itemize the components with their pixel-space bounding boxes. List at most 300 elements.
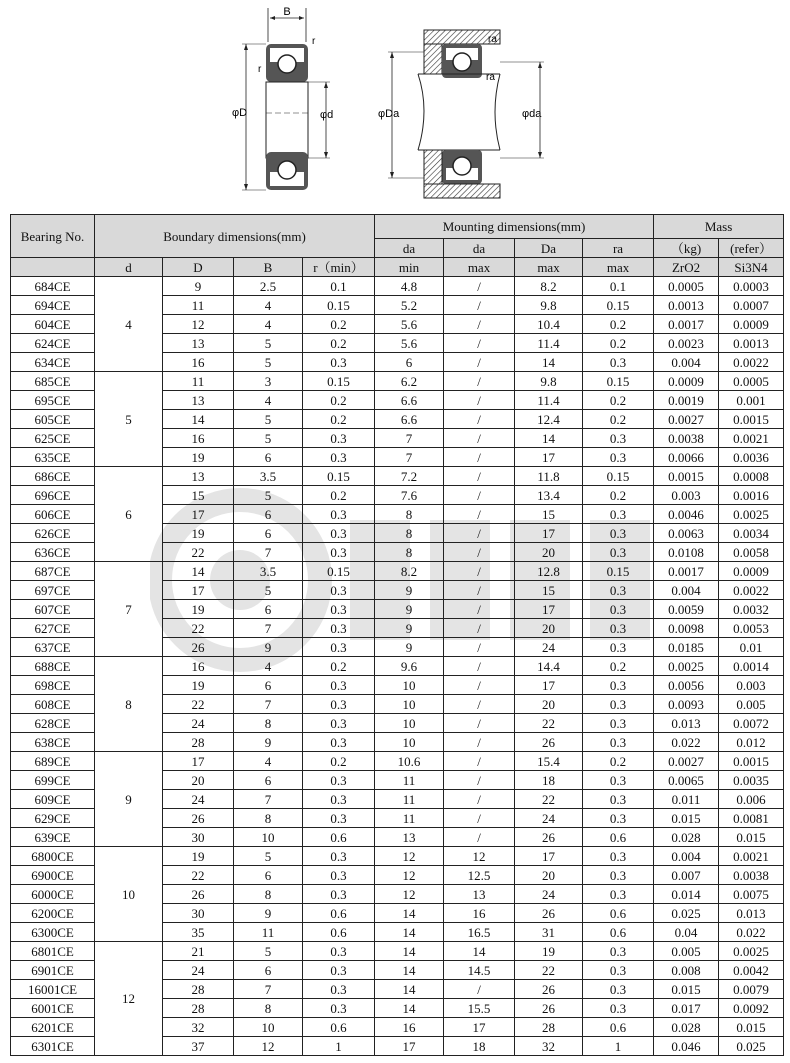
cell-r-min: 1: [303, 1037, 375, 1056]
cell-bearing-no: 688CE: [11, 657, 95, 676]
cell-Da-max: 20: [515, 543, 583, 562]
cell-r-min: 0.15: [303, 467, 375, 486]
cell-ra-max: 0.3: [583, 448, 654, 467]
cell-D: 17: [163, 581, 234, 600]
cell-bearing-no: 636CE: [11, 543, 95, 562]
cell-D: 13: [163, 334, 234, 353]
cell-da-max: 17: [444, 1018, 515, 1037]
cell-bearing-no: 607CE: [11, 600, 95, 619]
radius-label-top: r: [312, 36, 316, 47]
cell-mass-zro2: 0.003: [654, 486, 719, 505]
cell-bearing-no: 684CE: [11, 277, 95, 296]
cell-r-min: 0.3: [303, 429, 375, 448]
cell-Da-max: 19: [515, 942, 583, 961]
cell-bearing-no: 16001CE: [11, 980, 95, 999]
cell-D: 19: [163, 676, 234, 695]
cell-da-max: 15.5: [444, 999, 515, 1018]
cell-mass-si3n4: 0.0092: [719, 999, 784, 1018]
cell-D: 22: [163, 543, 234, 562]
cell-ra-max: 0.3: [583, 733, 654, 752]
cell-B: 5: [234, 486, 303, 505]
cell-da-max: /: [444, 638, 515, 657]
cell-mass-si3n4: 0.0036: [719, 448, 784, 467]
cell-mass-zro2: 0.017: [654, 999, 719, 1018]
cell-mass-zro2: 0.022: [654, 733, 719, 752]
header-refer: (refer）: [719, 239, 784, 258]
cell-bearing-no: 685CE: [11, 372, 95, 391]
cell-Da-max: 14: [515, 353, 583, 372]
cell-ra-max: 0.3: [583, 524, 654, 543]
cell-mass-si3n4: 0.005: [719, 695, 784, 714]
cell-r-min: 0.2: [303, 391, 375, 410]
cell-da-max: /: [444, 277, 515, 296]
cell-da-max: /: [444, 429, 515, 448]
cell-mass-zro2: 0.015: [654, 980, 719, 999]
cell-bearing-no: 634CE: [11, 353, 95, 372]
cell-da-max: /: [444, 410, 515, 429]
cell-mass-si3n4: 0.0009: [719, 562, 784, 581]
header-D: D: [163, 258, 234, 277]
cell-mass-si3n4: 0.0021: [719, 847, 784, 866]
cell-B: 4: [234, 315, 303, 334]
cell-mass-si3n4: 0.0053: [719, 619, 784, 638]
cell-mass-zro2: 0.046: [654, 1037, 719, 1056]
cell-mass-si3n4: 0.012: [719, 733, 784, 752]
cell-da-max: 14: [444, 942, 515, 961]
cell-r-min: 0.3: [303, 847, 375, 866]
cell-ra-max: 0.15: [583, 372, 654, 391]
cell-mass-si3n4: 0.0072: [719, 714, 784, 733]
cell-Da-max: 31: [515, 923, 583, 942]
cell-bearing-no: 629CE: [11, 809, 95, 828]
cell-ra-max: 0.1: [583, 277, 654, 296]
cell-r-min: 0.3: [303, 866, 375, 885]
cell-Da-max: 17: [515, 448, 583, 467]
cell-ra-max: 0.3: [583, 942, 654, 961]
cell-r-min: 0.3: [303, 809, 375, 828]
cell-ra-max: 0.15: [583, 467, 654, 486]
cell-mass-zro2: 0.025: [654, 904, 719, 923]
header-blank: [11, 258, 95, 277]
cell-bearing-no: 696CE: [11, 486, 95, 505]
cell-bearing-no: 6301CE: [11, 1037, 95, 1056]
cell-mass-si3n4: 0.0025: [719, 942, 784, 961]
bore-label: φd: [320, 109, 334, 121]
cell-ra-max: 0.15: [583, 296, 654, 315]
cell-mass-zro2: 0.0065: [654, 771, 719, 790]
cell-d-group: 4: [95, 277, 163, 372]
cell-mass-zro2: 0.013: [654, 714, 719, 733]
cell-bearing-no: 694CE: [11, 296, 95, 315]
cell-D: 11: [163, 296, 234, 315]
cell-Da-max: 20: [515, 619, 583, 638]
cell-mass-si3n4: 0.0022: [719, 581, 784, 600]
cell-Da-max: 12.8: [515, 562, 583, 581]
cell-da-max: /: [444, 505, 515, 524]
cell-mass-si3n4: 0.006: [719, 790, 784, 809]
cell-da-min: 16: [375, 1018, 444, 1037]
cell-ra-max: 0.3: [583, 980, 654, 999]
cell-da-max: /: [444, 353, 515, 372]
cell-B: 8: [234, 809, 303, 828]
cell-D: 24: [163, 714, 234, 733]
cell-mass-zro2: 0.0027: [654, 752, 719, 771]
cell-D: 19: [163, 448, 234, 467]
cell-da-max: /: [444, 486, 515, 505]
cell-d-group: 9: [95, 752, 163, 847]
header-r: r（min）: [303, 258, 375, 277]
cell-B: 2.5: [234, 277, 303, 296]
cell-da-min: 9.6: [375, 657, 444, 676]
cell-r-min: 0.3: [303, 961, 375, 980]
cell-r-min: 0.6: [303, 923, 375, 942]
cell-da-max: /: [444, 467, 515, 486]
cell-mass-zro2: 0.0185: [654, 638, 719, 657]
cell-D: 26: [163, 809, 234, 828]
cell-mass-zro2: 0.004: [654, 353, 719, 372]
cell-mass-zro2: 0.0059: [654, 600, 719, 619]
cell-r-min: 0.3: [303, 619, 375, 638]
cell-bearing-no: 6300CE: [11, 923, 95, 942]
cell-ra-max: 0.3: [583, 695, 654, 714]
cell-da-min: 7: [375, 448, 444, 467]
cell-da-max: /: [444, 828, 515, 847]
cell-mass-si3n4: 0.022: [719, 923, 784, 942]
cell-r-min: 0.1: [303, 277, 375, 296]
cell-Da-max: 28: [515, 1018, 583, 1037]
header-kg: （kg): [654, 239, 719, 258]
cell-r-min: 0.3: [303, 790, 375, 809]
cell-ra-max: 0.3: [583, 429, 654, 448]
cell-Da-max: 11.4: [515, 334, 583, 353]
cell-ra-max: 0.3: [583, 600, 654, 619]
cell-D: 16: [163, 657, 234, 676]
cell-Da-max: 10.4: [515, 315, 583, 334]
cell-B: 6: [234, 448, 303, 467]
width-label: B: [283, 6, 291, 18]
table-row: [11, 277, 784, 296]
cell-da-min: 6.6: [375, 391, 444, 410]
cell-ra-max: 0.3: [583, 676, 654, 695]
cell-ra-max: 0.15: [583, 562, 654, 581]
cell-da-max: /: [444, 733, 515, 752]
cell-D: 16: [163, 353, 234, 372]
cell-ra-max: 0.6: [583, 1018, 654, 1037]
cell-B: 5: [234, 334, 303, 353]
cell-da-min: 14: [375, 980, 444, 999]
header-max-Da: max: [515, 258, 583, 277]
cell-B: 7: [234, 980, 303, 999]
cell-da-min: 11: [375, 809, 444, 828]
cell-da-min: 7.6: [375, 486, 444, 505]
cell-ra-max: 0.6: [583, 923, 654, 942]
cell-mass-zro2: 0.0009: [654, 372, 719, 391]
cell-da-max: /: [444, 543, 515, 562]
cell-D: 22: [163, 619, 234, 638]
cell-B: 5: [234, 429, 303, 448]
cell-Da-max: 9.8: [515, 372, 583, 391]
cell-mass-zro2: 0.004: [654, 847, 719, 866]
cell-ra-max: 0.2: [583, 657, 654, 676]
table-row: [11, 942, 784, 961]
cell-Da-max: 22: [515, 961, 583, 980]
cell-mass-zro2: 0.0005: [654, 277, 719, 296]
cell-B: 12: [234, 1037, 303, 1056]
cell-B: 7: [234, 543, 303, 562]
cell-mass-si3n4: 0.015: [719, 828, 784, 847]
cell-da-max: /: [444, 676, 515, 695]
cell-Da-max: 11.4: [515, 391, 583, 410]
cell-r-min: 0.2: [303, 657, 375, 676]
cell-r-min: 0.2: [303, 334, 375, 353]
cell-bearing-no: 627CE: [11, 619, 95, 638]
cell-mass-si3n4: 0.0009: [719, 315, 784, 334]
cell-D: 24: [163, 961, 234, 980]
cell-da-min: 14: [375, 904, 444, 923]
cell-da-min: 14: [375, 942, 444, 961]
cell-B: 5: [234, 410, 303, 429]
header-boundary: Boundary dimensions(mm): [95, 215, 375, 258]
cell-r-min: 0.6: [303, 904, 375, 923]
cell-da-min: 7.2: [375, 467, 444, 486]
cell-da-min: 9: [375, 600, 444, 619]
cell-mass-si3n4: 0.0025: [719, 505, 784, 524]
cell-Da-max: 20: [515, 866, 583, 885]
cell-da-max: /: [444, 980, 515, 999]
cell-da-min: 5.2: [375, 296, 444, 315]
table-row: [11, 847, 784, 866]
cell-bearing-no: 6801CE: [11, 942, 95, 961]
cell-r-min: 0.2: [303, 752, 375, 771]
cell-mass-zro2: 0.0108: [654, 543, 719, 562]
cell-B: 7: [234, 619, 303, 638]
cell-da-max: 16.5: [444, 923, 515, 942]
cell-ra-max: 1: [583, 1037, 654, 1056]
cell-mass-si3n4: 0.0081: [719, 809, 784, 828]
cell-da-max: /: [444, 372, 515, 391]
cell-D: 11: [163, 372, 234, 391]
cell-bearing-no: 605CE: [11, 410, 95, 429]
header-min: min: [375, 258, 444, 277]
cell-ra-max: 0.6: [583, 828, 654, 847]
cell-mass-zro2: 0.0017: [654, 562, 719, 581]
table-body: [11, 277, 784, 1056]
cell-da-max: 13: [444, 885, 515, 904]
cell-mass-zro2: 0.008: [654, 961, 719, 980]
cell-mass-si3n4: 0.0075: [719, 885, 784, 904]
cell-mass-zro2: 0.04: [654, 923, 719, 942]
cell-B: 5: [234, 353, 303, 372]
cell-B: 3.5: [234, 467, 303, 486]
cell-B: 8: [234, 714, 303, 733]
cell-bearing-no: 637CE: [11, 638, 95, 657]
cell-mass-si3n4: 0.0014: [719, 657, 784, 676]
cell-da-min: 9: [375, 619, 444, 638]
outer-diameter-label: φD: [232, 107, 248, 119]
cell-B: 7: [234, 790, 303, 809]
cell-Da-max: 15.4: [515, 752, 583, 771]
cell-ra-max: 0.2: [583, 391, 654, 410]
cell-mass-zro2: 0.015: [654, 809, 719, 828]
cell-D: 30: [163, 904, 234, 923]
fillet-label-top: ra: [488, 34, 497, 45]
cell-B: 10: [234, 1018, 303, 1037]
cell-r-min: 0.3: [303, 581, 375, 600]
cell-mass-zro2: 0.0013: [654, 296, 719, 315]
cell-mass-zro2: 0.0025: [654, 657, 719, 676]
cell-da-min: 12: [375, 847, 444, 866]
cell-D: 19: [163, 600, 234, 619]
cell-da-min: 7: [375, 429, 444, 448]
cell-da-min: 8: [375, 524, 444, 543]
cell-B: 6: [234, 600, 303, 619]
cell-Da-max: 26: [515, 828, 583, 847]
header-d: d: [95, 258, 163, 277]
cell-r-min: 0.15: [303, 372, 375, 391]
cell-mass-zro2: 0.0019: [654, 391, 719, 410]
cell-mass-si3n4: 0.0022: [719, 353, 784, 372]
cell-B: 5: [234, 581, 303, 600]
cell-Da-max: 11.8: [515, 467, 583, 486]
cell-ra-max: 0.3: [583, 790, 654, 809]
cell-ra-max: 0.2: [583, 752, 654, 771]
cell-mass-zro2: 0.011: [654, 790, 719, 809]
cell-mass-zro2: 0.0056: [654, 676, 719, 695]
cell-r-min: 0.15: [303, 562, 375, 581]
table-row: [11, 467, 784, 486]
cell-D: 22: [163, 866, 234, 885]
cell-da-min: 8.2: [375, 562, 444, 581]
cell-da-max: 18: [444, 1037, 515, 1056]
cell-d-group: 6: [95, 467, 163, 562]
cell-bearing-no: 609CE: [11, 790, 95, 809]
cell-d-group: 5: [95, 372, 163, 467]
cell-mass-zro2: 0.0093: [654, 695, 719, 714]
header-zro2: ZrO2: [654, 258, 719, 277]
cell-D: 14: [163, 410, 234, 429]
cell-mass-zro2: 0.014: [654, 885, 719, 904]
cell-ra-max: 0.3: [583, 847, 654, 866]
cell-da-min: 6.2: [375, 372, 444, 391]
cell-da-max: 16: [444, 904, 515, 923]
table-row: [11, 657, 784, 676]
cell-da-min: 14: [375, 961, 444, 980]
cell-r-min: 0.3: [303, 600, 375, 619]
cell-D: 24: [163, 790, 234, 809]
cell-mass-si3n4: 0.013: [719, 904, 784, 923]
cell-r-min: 0.3: [303, 543, 375, 562]
cell-da-min: 14: [375, 923, 444, 942]
cell-ra-max: 0.3: [583, 809, 654, 828]
cell-D: 19: [163, 847, 234, 866]
cell-da-min: 5.6: [375, 315, 444, 334]
cell-D: 22: [163, 695, 234, 714]
cell-B: 4: [234, 296, 303, 315]
cell-D: 15: [163, 486, 234, 505]
cell-mass-si3n4: 0.0035: [719, 771, 784, 790]
cell-da-max: /: [444, 695, 515, 714]
cell-B: 4: [234, 391, 303, 410]
cell-D: 21: [163, 942, 234, 961]
cell-da-min: 4.8: [375, 277, 444, 296]
bearing-spec-table: [10, 214, 784, 1056]
housing-diameter-label: φDa: [378, 108, 400, 120]
cell-B: 7: [234, 695, 303, 714]
cell-ra-max: 0.3: [583, 999, 654, 1018]
cell-ra-max: 0.3: [583, 505, 654, 524]
shaft-diameter-label: φda: [522, 108, 542, 120]
cell-mass-si3n4: 0.001: [719, 391, 784, 410]
cell-da-max: /: [444, 714, 515, 733]
cell-Da-max: 26: [515, 904, 583, 923]
cell-B: 6: [234, 771, 303, 790]
cell-da-min: 8: [375, 543, 444, 562]
header-max-ra: max: [583, 258, 654, 277]
cell-mass-si3n4: 0.0015: [719, 410, 784, 429]
table-row: [11, 752, 784, 771]
cell-r-min: 0.6: [303, 1018, 375, 1037]
cell-ra-max: 0.3: [583, 353, 654, 372]
cell-da-min: 11: [375, 790, 444, 809]
cell-mass-si3n4: 0.0008: [719, 467, 784, 486]
cell-ra-max: 0.3: [583, 866, 654, 885]
cell-D: 13: [163, 467, 234, 486]
table-row: [11, 562, 784, 581]
cell-da-max: 12.5: [444, 866, 515, 885]
cell-Da-max: 26: [515, 980, 583, 999]
cell-D: 12: [163, 315, 234, 334]
cell-da-min: 10: [375, 714, 444, 733]
cell-Da-max: 24: [515, 638, 583, 657]
cell-mass-si3n4: 0.0003: [719, 277, 784, 296]
cell-Da-max: 17: [515, 600, 583, 619]
cell-B: 11: [234, 923, 303, 942]
fillet-label-side: ra: [486, 72, 495, 83]
cell-ra-max: 0.3: [583, 771, 654, 790]
cell-Da-max: 15: [515, 505, 583, 524]
cell-B: 5: [234, 847, 303, 866]
cell-bearing-no: 697CE: [11, 581, 95, 600]
cell-bearing-no: 606CE: [11, 505, 95, 524]
cell-bearing-no: 6201CE: [11, 1018, 95, 1037]
cell-bearing-no: 698CE: [11, 676, 95, 695]
cell-r-min: 0.3: [303, 942, 375, 961]
cell-da-max: /: [444, 315, 515, 334]
cell-Da-max: 9.8: [515, 296, 583, 315]
cell-da-max: /: [444, 809, 515, 828]
cell-bearing-no: 6901CE: [11, 961, 95, 980]
cell-mass-si3n4: 0.025: [719, 1037, 784, 1056]
bearing-drawings: [0, 0, 790, 205]
cell-B: 5: [234, 942, 303, 961]
cell-B: 9: [234, 638, 303, 657]
cell-Da-max: 18: [515, 771, 583, 790]
cell-Da-max: 8.2: [515, 277, 583, 296]
cell-bearing-no: 687CE: [11, 562, 95, 581]
header-si3n4: Si3N4: [719, 258, 784, 277]
header-bearing-no: Bearing No.: [11, 215, 95, 258]
cell-ra-max: 0.3: [583, 885, 654, 904]
cell-B: 6: [234, 676, 303, 695]
cell-mass-si3n4: 0.0042: [719, 961, 784, 980]
cell-mass-si3n4: 0.0013: [719, 334, 784, 353]
cell-d-group: 7: [95, 562, 163, 657]
cell-bearing-no: 686CE: [11, 467, 95, 486]
cell-da-min: 10: [375, 676, 444, 695]
cell-mass-zro2: 0.0063: [654, 524, 719, 543]
cell-Da-max: 17: [515, 524, 583, 543]
cell-mass-zro2: 0.028: [654, 828, 719, 847]
